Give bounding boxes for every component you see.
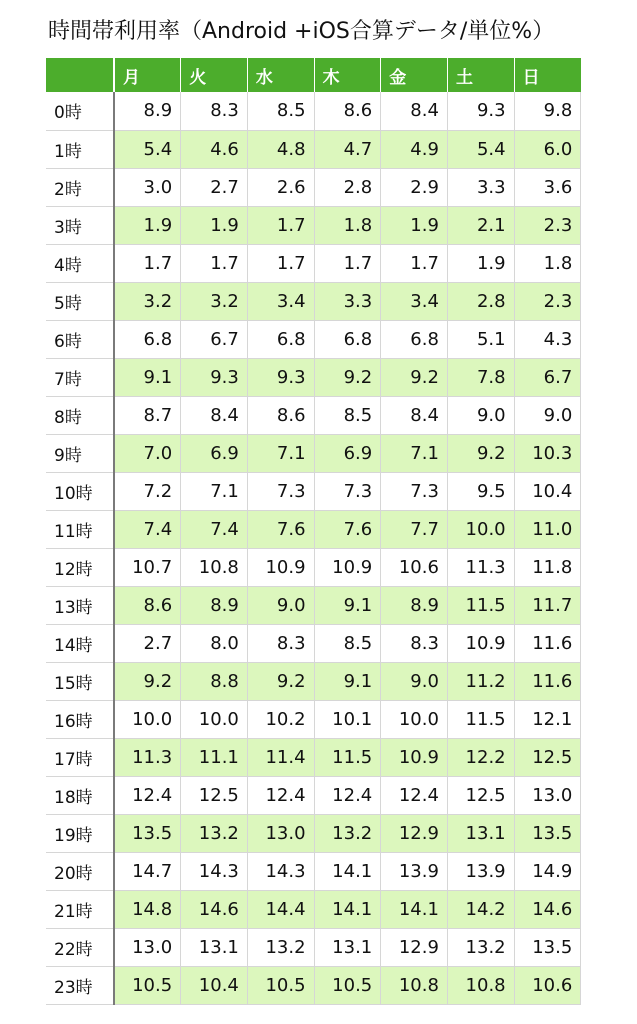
column-header-mon: 月 [114,58,181,92]
hour-label: 1時 [46,130,114,168]
table-cell: 10.2 [247,700,314,738]
table-cell: 6.8 [381,320,448,358]
table-cell: 4.9 [381,130,448,168]
table-cell: 8.3 [247,624,314,662]
table-cell: 7.7 [381,510,448,548]
table-cell: 3.4 [381,282,448,320]
table-row [46,662,581,700]
table-cell: 14.6 [514,890,581,928]
table-row [46,206,581,244]
table-cell: 12.4 [114,776,181,814]
table-cell: 12.9 [381,814,448,852]
hour-label: 0時 [46,92,114,130]
table-cell: 8.6 [114,586,181,624]
table-cell: 2.7 [114,624,181,662]
header-corner [46,58,114,92]
table-cell: 7.1 [181,472,248,510]
usage-table [46,58,581,1005]
table-cell: 14.6 [181,890,248,928]
table-cell: 13.2 [181,814,248,852]
table-cell: 7.4 [114,510,181,548]
table-cell: 13.5 [514,814,581,852]
table-cell: 10.7 [114,548,181,586]
table-cell: 11.7 [514,586,581,624]
table-row [46,320,581,358]
hour-label: 8時 [46,396,114,434]
table-row [46,396,581,434]
table-row [46,434,581,472]
table-cell: 7.8 [447,358,514,396]
table-cell: 7.3 [381,472,448,510]
table-cell: 12.1 [514,700,581,738]
table-cell: 13.0 [514,776,581,814]
table-cell: 11.3 [447,548,514,586]
table-cell: 2.7 [181,168,248,206]
table-row [46,472,581,510]
table-cell: 10.5 [247,966,314,1004]
table-cell: 3.3 [314,282,381,320]
table-cell: 7.6 [314,510,381,548]
table-cell: 8.3 [181,92,248,130]
table-cell: 2.9 [381,168,448,206]
table-cell: 2.8 [314,168,381,206]
table-cell: 8.5 [247,92,314,130]
table-cell: 8.3 [381,624,448,662]
table-cell: 14.4 [247,890,314,928]
table-cell: 9.2 [247,662,314,700]
table-cell: 2.6 [247,168,314,206]
table-cell: 13.5 [514,928,581,966]
table-row [46,700,581,738]
table-cell: 12.4 [247,776,314,814]
table-cell: 10.3 [514,434,581,472]
table-cell: 12.5 [447,776,514,814]
table-cell: 13.0 [114,928,181,966]
table-cell: 2.8 [447,282,514,320]
table-cell: 10.4 [514,472,581,510]
table-cell: 14.8 [114,890,181,928]
table-cell: 10.0 [114,700,181,738]
table-row [46,548,581,586]
table-cell: 3.2 [114,282,181,320]
table-row [46,890,581,928]
table-cell: 12.4 [314,776,381,814]
table-cell: 9.8 [514,92,581,130]
hour-label: 16時 [46,700,114,738]
table-row [46,928,581,966]
table-cell: 8.9 [381,586,448,624]
table-cell: 9.2 [314,358,381,396]
table-cell: 1.9 [181,206,248,244]
table-cell: 8.4 [181,396,248,434]
hour-label: 6時 [46,320,114,358]
table-cell: 13.2 [247,928,314,966]
table-cell: 1.7 [381,244,448,282]
table-cell: 6.9 [314,434,381,472]
table-cell: 9.3 [181,358,248,396]
table-row [46,814,581,852]
table-cell: 6.8 [314,320,381,358]
column-header-wed: 水 [247,58,314,92]
table-row [46,966,581,1004]
hour-label: 4時 [46,244,114,282]
table-cell: 9.3 [447,92,514,130]
table-cell: 3.4 [247,282,314,320]
table-cell: 14.1 [314,852,381,890]
table-cell: 14.2 [447,890,514,928]
table-cell: 6.9 [181,434,248,472]
table-cell: 4.7 [314,130,381,168]
table-cell: 10.0 [447,510,514,548]
hour-label: 2時 [46,168,114,206]
table-cell: 1.9 [114,206,181,244]
hour-label: 3時 [46,206,114,244]
column-header-thu: 木 [314,58,381,92]
table-row [46,738,581,776]
table-cell: 6.8 [247,320,314,358]
table-cell: 2.3 [514,206,581,244]
table-cell: 10.5 [114,966,181,1004]
table-cell: 12.2 [447,738,514,776]
table-cell: 4.3 [514,320,581,358]
table-cell: 1.7 [247,206,314,244]
table-cell: 13.1 [181,928,248,966]
table-cell: 1.7 [181,244,248,282]
table-cell: 6.8 [114,320,181,358]
table-cell: 14.1 [314,890,381,928]
table-cell: 11.3 [114,738,181,776]
column-header-tue: 火 [181,58,248,92]
table-cell: 13.2 [447,928,514,966]
table-cell: 10.9 [247,548,314,586]
table-row [46,130,581,168]
page-title: 時間帯利用率（Android +iOS合算データ/単位%） [48,19,555,44]
hour-label: 15時 [46,662,114,700]
table-cell: 9.2 [114,662,181,700]
table-cell: 9.0 [447,396,514,434]
table-cell: 11.2 [447,662,514,700]
table-cell: 14.3 [181,852,248,890]
table-cell: 13.0 [247,814,314,852]
table-cell: 7.6 [247,510,314,548]
table-cell: 7.2 [114,472,181,510]
hour-label: 14時 [46,624,114,662]
table-row [46,244,581,282]
table-cell: 10.0 [381,700,448,738]
table-cell: 10.6 [381,548,448,586]
table-cell: 8.5 [314,396,381,434]
table-cell: 13.9 [447,852,514,890]
table-cell: 1.8 [514,244,581,282]
hour-label: 5時 [46,282,114,320]
hour-label: 9時 [46,434,114,472]
table-cell: 6.7 [181,320,248,358]
table-cell: 4.6 [181,130,248,168]
table-cell: 10.0 [181,700,248,738]
column-header-fri: 金 [381,58,448,92]
table-cell: 11.1 [181,738,248,776]
hour-label: 7時 [46,358,114,396]
table-cell: 1.9 [447,244,514,282]
table-cell: 10.8 [447,966,514,1004]
table-cell: 8.5 [314,624,381,662]
table-row [46,168,581,206]
table-cell: 8.4 [381,92,448,130]
hour-label: 17時 [46,738,114,776]
table-cell: 8.0 [181,624,248,662]
table-cell: 1.8 [314,206,381,244]
hour-label: 21時 [46,890,114,928]
hour-label: 19時 [46,814,114,852]
table-cell: 12.4 [381,776,448,814]
table-cell: 6.7 [514,358,581,396]
column-header-sat: 土 [447,58,514,92]
table-cell: 9.2 [447,434,514,472]
table-row [46,776,581,814]
table-cell: 13.1 [314,928,381,966]
table-cell: 12.5 [514,738,581,776]
table-cell: 8.8 [181,662,248,700]
table-cell: 11.5 [447,586,514,624]
table-cell: 13.9 [381,852,448,890]
table-cell: 11.4 [247,738,314,776]
table-cell: 2.3 [514,282,581,320]
table-cell: 11.5 [314,738,381,776]
table-cell: 8.9 [181,586,248,624]
table-cell: 10.9 [447,624,514,662]
hour-label: 13時 [46,586,114,624]
table-cell: 3.2 [181,282,248,320]
table-cell: 12.9 [381,928,448,966]
table-cell: 8.6 [314,92,381,130]
table-cell: 1.7 [314,244,381,282]
table-cell: 11.8 [514,548,581,586]
hour-label: 12時 [46,548,114,586]
table-row [46,852,581,890]
table-cell: 11.6 [514,662,581,700]
table-cell: 3.3 [447,168,514,206]
table-cell: 7.3 [247,472,314,510]
column-header-sun: 日 [514,58,581,92]
table-row [46,358,581,396]
table-cell: 9.0 [514,396,581,434]
hour-label: 10時 [46,472,114,510]
table-cell: 14.1 [381,890,448,928]
table-cell: 10.5 [314,966,381,1004]
table-cell: 5.4 [447,130,514,168]
table-cell: 11.0 [514,510,581,548]
table-cell: 7.4 [181,510,248,548]
hour-label: 20時 [46,852,114,890]
table-cell: 10.8 [181,548,248,586]
table-cell: 7.1 [381,434,448,472]
table-cell: 9.1 [114,358,181,396]
table-cell: 7.0 [114,434,181,472]
table-cell: 10.4 [181,966,248,1004]
table-cell: 10.1 [314,700,381,738]
table-cell: 8.9 [114,92,181,130]
table-row [46,282,581,320]
table-cell: 11.5 [447,700,514,738]
table-cell: 13.5 [114,814,181,852]
table-cell: 9.1 [314,662,381,700]
table-cell: 14.3 [247,852,314,890]
table-cell: 7.1 [247,434,314,472]
table-cell: 14.7 [114,852,181,890]
table-row [46,624,581,662]
hour-label: 18時 [46,776,114,814]
table-cell: 5.4 [114,130,181,168]
table-cell: 9.0 [247,586,314,624]
table-cell: 8.6 [247,396,314,434]
table-cell: 11.6 [514,624,581,662]
table-cell: 10.9 [314,548,381,586]
table-row [46,586,581,624]
table-cell: 10.6 [514,966,581,1004]
table-cell: 10.9 [381,738,448,776]
table-cell: 6.0 [514,130,581,168]
table-cell: 1.9 [381,206,448,244]
table-cell: 1.7 [247,244,314,282]
hour-label: 11時 [46,510,114,548]
table-body [46,92,581,1004]
table-cell: 5.1 [447,320,514,358]
table-row [46,92,581,130]
table-cell: 1.7 [114,244,181,282]
table-cell: 3.0 [114,168,181,206]
table-cell: 13.2 [314,814,381,852]
table-cell: 14.9 [514,852,581,890]
table-cell: 4.8 [247,130,314,168]
table-cell: 9.2 [381,358,448,396]
table-cell: 3.6 [514,168,581,206]
table-cell: 9.1 [314,586,381,624]
table-cell: 10.8 [381,966,448,1004]
table-cell: 9.3 [247,358,314,396]
table-cell: 9.5 [447,472,514,510]
table-cell: 7.3 [314,472,381,510]
table-cell: 13.1 [447,814,514,852]
hour-label: 23時 [46,966,114,1004]
table-cell: 8.4 [381,396,448,434]
table-header-row [46,58,581,92]
table-cell: 9.0 [381,662,448,700]
table-cell: 8.7 [114,396,181,434]
table-row [46,510,581,548]
table-cell: 2.1 [447,206,514,244]
table-cell: 12.5 [181,776,248,814]
hour-label: 22時 [46,928,114,966]
